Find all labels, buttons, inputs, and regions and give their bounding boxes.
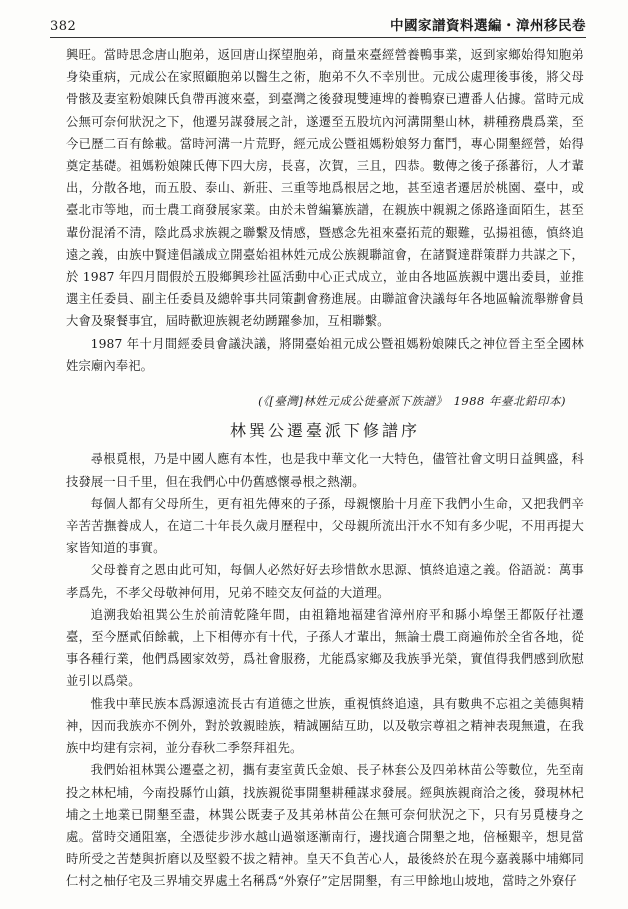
paragraph: 父母養育之恩由此可知，每個人必然好好去珍惜飲水思源、慎終追遠之義。俗語説：萬事孝爲先，不孝父母敬神何用，兄弟不睦交友何益的大道理。: [66, 563, 584, 600]
paragraph: 每個人都有父母所生，更有祖先傳來的子孫，母親懷胎十月産下我們小生命，又把我們辛辛苦苦撫養成人，在這二十年長久歲月歷程中，父母親所流出汗水不知有多少呢，不用再提大家皆知道的事實。: [66, 496, 584, 556]
body-text: [66, 44, 584, 893]
section-title: 林巽公遷臺派下修譜序: [229, 421, 420, 441]
paragraph: 惟我中華民族本爲源遠流長古有道德之世族，重視慎終追遠，具有數典不忘祖之美德與精神，因而我族亦不例外，對於敦親睦族，精誠團結互助，以及敬宗尊祖之精神表現無遺，在我族中均建有宗祠，並分春秋二季祭拜祖先。: [66, 696, 584, 756]
source-citation: (《[臺灣]林姓元成公徙臺派下族譜》 1988 年臺北鉛印本): [258, 394, 566, 409]
paragraph-continued: 興旺。當時思念唐山胞弟，返回唐山探望胞弟，商量來臺經營養鴨事業，返到家鄉始得知胞弟身染重病，元成公在家照顧胞弟以醫生之術，胞弟不久不幸別世。元成公處理後事後，將父母骨骸及妻室粉娘陳氏負帶再渡來臺，到臺灣之後發現雙連埤的養鴨寮已遭番人佔據。當時元成公無可奈何狀況之下，他遷另謀發展之計，遂遷至五股坑內河溝開墾山林，耕種務農爲業，至今已歷二百有餘載。當時河溝一片荒野，經元成公暨祖媽粉娘努力奮鬥，專心開墾經營，始得奠定基礎。祖媽粉娘陳氏傳下四大房，長喜，次賀，三且，四恭。數傳之後子孫蕃衍，人才輩出，分散各地，而五股、泰山、新莊、三重等地爲根居之地，甚至遠者遷居於桃園、臺中，或臺北市等地，而士農工商發展家業。由於未曾編纂族譜，在親族中親親之係路逢面陌生，甚至輩份混淆不清，陰此爲求族親之聯繫及情感，暨感念先祖來臺拓荒的艱難，弘揚祖德，慎終追遠之義，由族中賢達倡議成立開臺始祖林姓元成公族親聯誼會，在諸賢達群策群力共謀之下，於 1987 年四月間假於五股鄉興珍社區活動中心正式成立，並由各地區族親中選出委員，並推選主任委員、副主任委員及總幹事共同策劃會務進展。由聯誼會決議每年各地區輪流舉辦會員大會及聚餐事宜，屆時歡迎族親老幼踴躍參加，互相聯繫。: [66, 48, 584, 329]
paragraph: 尋根覓根，乃是中國人應有本性，也是我中華文化一大特色，儘管社會文明日益興盛，科技發展一日千里，但在我們心中仍舊感懷尋根之熱潮。: [66, 452, 584, 489]
paragraph: 追溯我始祖巽公生於前清乾隆年間，由祖籍地福建省漳州府平和縣小埠堡王都阪仔社遷臺，至今歷貳佰餘載，上下相傳亦有十代，子孫人才輩出，無論士農工商遍佈於全省各地，從事各種行業，他們爲國家效勞，爲社會服務，尤能爲家鄉及我族爭光榮，實值得我們感到欣慰並引以爲榮。: [66, 607, 584, 689]
running-title: 中國家譜資料選編・漳州移民卷: [390, 18, 586, 34]
paragraph: 我們始祖林巽公遷臺之初，攜有妻室黄氏金娘、長子林套公及四弟林苗公等數位，先至南投之林杞埔，今南投縣竹山鎮，找族親從事開墾耕種謀求發展。經與族親商洽之後，發現林杞埔之土地業已開墾至盡，林巽公既妻子及其弟林苗公在無可奈何狀況之下，只有另覓棲身之處。當時交通阻塞，全憑徒步涉水越山過嶺逐漸南行，邊找適合開墾之地，倍極艱辛，想見當時所受之苦楚與折磨以及堅毅不拔之精神。皇天不負苦心人，最後終於在現今嘉義縣中埔鄉同仁村之柚仔宅及三界埔交界處土名稱爲“外寮仔”定居開墾，有三甲餘地山坡地，當時之外寮仔: [66, 763, 584, 889]
paragraph: 1987 年十月間經委員會議決議，將開臺始祖元成公暨祖媽粉娘陳氏之神位晉主至全國林姓宗廟內奉祀。: [66, 336, 584, 373]
page-header: [50, 8, 586, 38]
page-number: 382: [50, 19, 77, 34]
